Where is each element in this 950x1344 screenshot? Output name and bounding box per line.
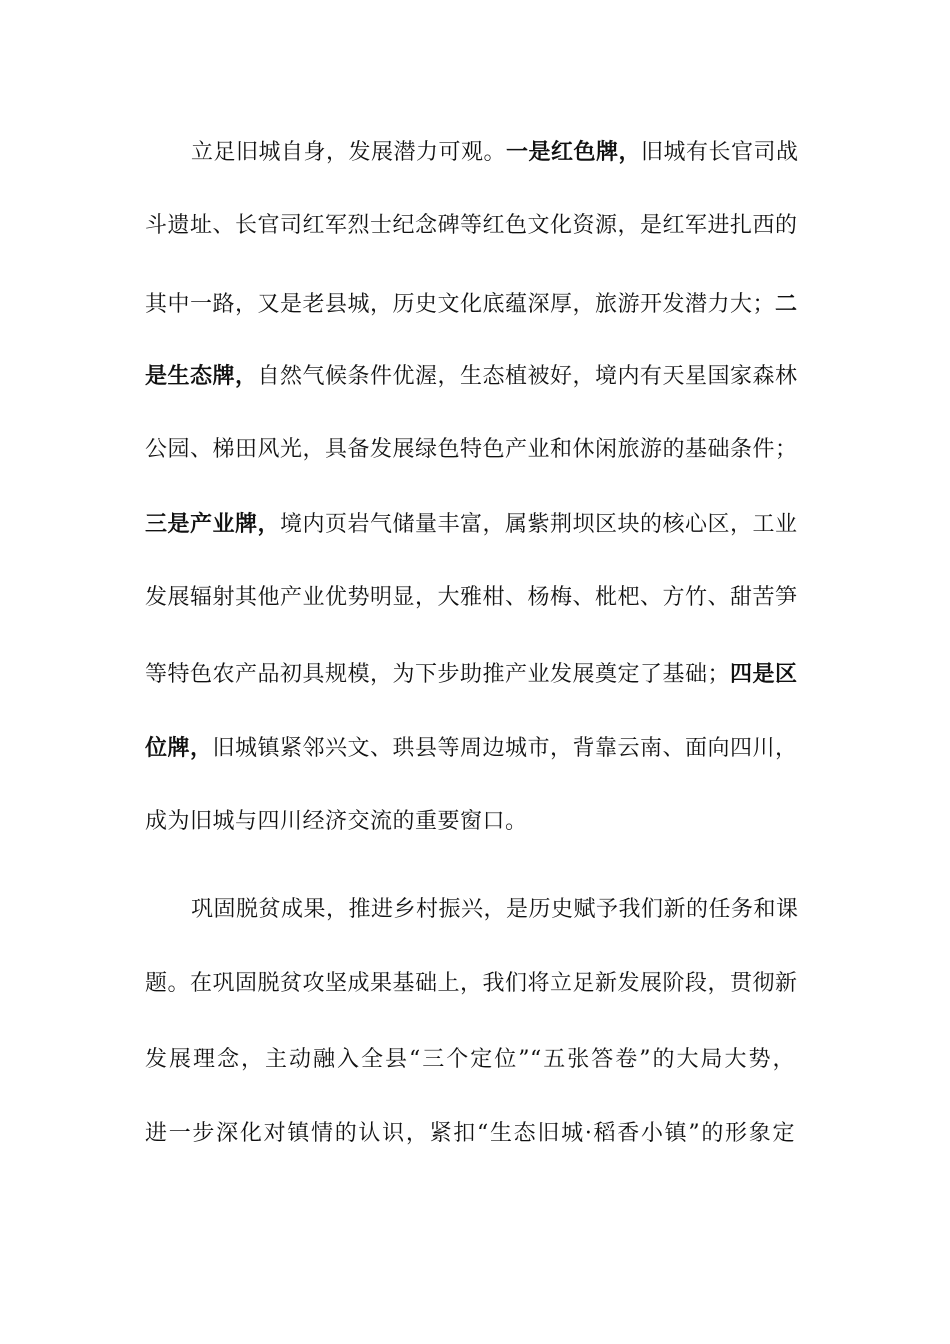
text-run: 境内页岩气储量丰富，属紫荆坝区块的核心区，工业 [280, 512, 798, 537]
paragraph1-line10: 成为旧城与四川经济交流的重要窗口。 [145, 809, 528, 834]
paragraph1-line9 [145, 728, 798, 768]
text-run: 自然气候条件优渥，生态植被好，境内有天星国家森林 [257, 364, 798, 389]
text-run: 等特色农产品初具规模，为下步助推产业发展奠定了基础； [145, 662, 731, 687]
bold-heading-red-brand: 一是红色牌， [506, 139, 642, 165]
bold-heading-eco-brand-end: 是生态牌， [145, 363, 258, 389]
text-run: 旧城有长官司战 [641, 140, 799, 165]
bold-heading-location-brand-start: 四是区 [730, 661, 798, 687]
paragraph1-line3 [145, 284, 798, 324]
paragraph1-line1 [191, 132, 799, 172]
paragraph1-line2: 斗遗址、长官司红军烈士纪念碑等红色文化资源，是红军进扎西的 [145, 213, 798, 238]
text-run: 旧城镇紧邻兴文、珙县等周边城市，背靠云南、面向四川， [212, 736, 798, 761]
paragraph2-line4: 进一步深化对镇情的认识，紧扣“生态旧城·稻香小镇”的形象定 [145, 1121, 795, 1146]
bold-heading-eco-brand-start: 二 [775, 291, 798, 317]
text-run: 立足旧城自身，发展潜力可观。 [191, 140, 507, 165]
bold-heading-location-brand-end: 位牌， [145, 735, 213, 761]
text-run: 其中一路，又是老县城，历史文化底蕴深厚，旅游开发潜力大； [145, 292, 776, 317]
paragraph1-line6 [145, 504, 798, 544]
paragraph1-line7: 发展辐射其他产业优势明显，大雅柑、杨梅、枇杷、方竹、甜苦笋 [145, 585, 798, 610]
bold-heading-industry-brand: 三是产业牌， [145, 511, 281, 537]
paragraph2-line1: 巩固脱贫成果，推进乡村振兴，是历史赋予我们新的任务和课 [191, 897, 799, 922]
paragraph2-line2: 题。在巩固脱贫攻坚成果基础上，我们将立足新发展阶段，贯彻新 [145, 971, 798, 996]
paragraph2-line3: 发展理念，主动融入全县“三个定位”“五张答卷”的大局大势， [145, 1047, 795, 1072]
paragraph1-line4 [145, 356, 798, 396]
paragraph1-line8 [145, 654, 798, 694]
paragraph1-line5: 公园、梯田风光，具备发展绿色特色产业和休闲旅游的基础条件； [145, 437, 798, 462]
